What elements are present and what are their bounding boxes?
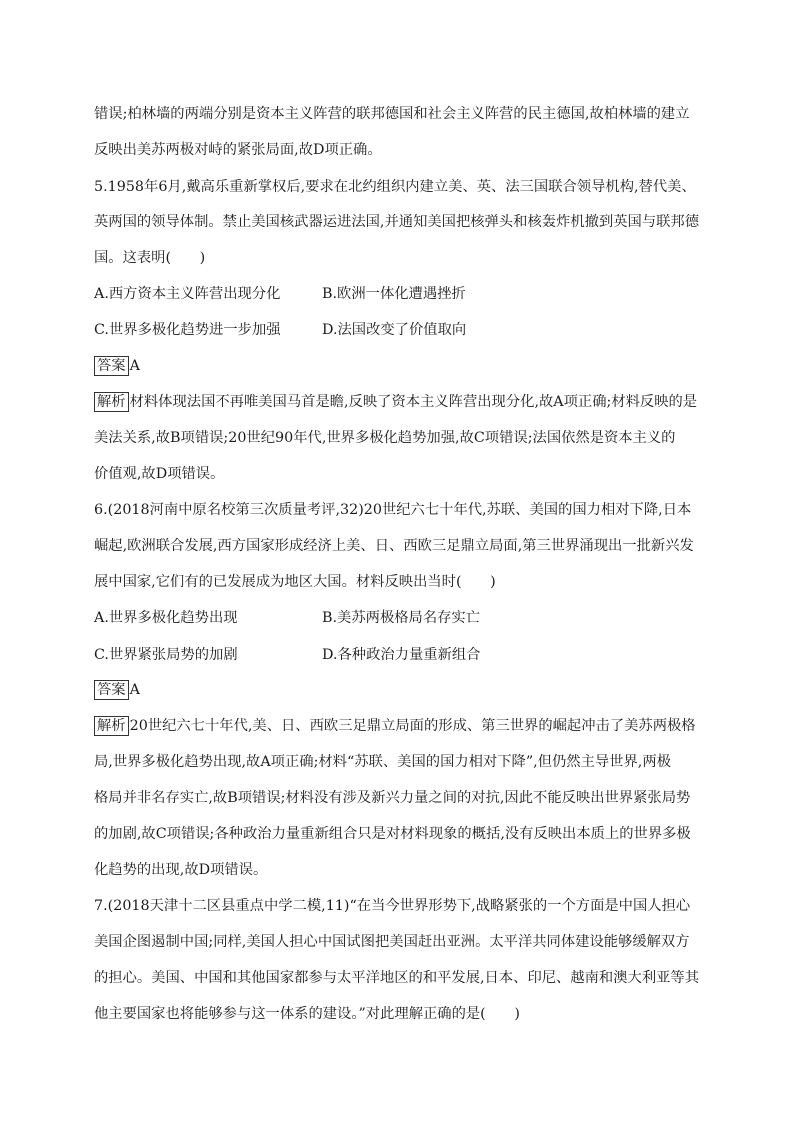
q6-option-d: D.各种政治力量重新组合: [322, 647, 481, 663]
q6-stem-line-3: 展中国家,它们有的已发展成为地区大国。材料反映出当时( ): [94, 574, 496, 590]
q7-stem-line-4: 他主要国家也将能够参与这一体系的建设。”对此理解正确的是( ): [94, 1006, 520, 1022]
q6-analysis-line-4: 的加剧,故C项错误;各种政治力量重新组合只是对材料现象的概括,没有反映出本质上的世界多极: [94, 826, 691, 842]
q5-option-d: D.法国改变了价值取向: [322, 322, 467, 338]
q5-analysis-line-3: 价值观,故D项错误。: [94, 466, 225, 482]
analysis-label: 解析: [94, 392, 129, 412]
q6-analysis-line-2: 局,世界多极化趋势出现,故A项正确;材料“苏联、美国的国力相对下降”,但仍然主导世界,两极: [94, 754, 671, 770]
q5-answer: [94, 356, 704, 376]
q5-analysis-line-1: [94, 392, 704, 412]
q6-analysis-line-1: [94, 716, 704, 736]
answer-value: A: [129, 358, 140, 374]
q5-stem-line-3: 国。这表明( ): [94, 250, 206, 266]
continuation-line-1: 错误;柏林墙的两端分别是资本主义阵营的联邦德国和社会主义阵营的民主德国,故柏林墙的建立: [94, 106, 690, 122]
q5-stem-line-1: 5.1958年6月,戴高乐重新掌权后,要求在北约组织内建立美、英、法三国联合领导机构,替代美、: [94, 179, 696, 195]
continuation-line-2: 反映出美苏两极对峙的紧张局面,故D项正确。: [94, 142, 382, 158]
answer-label: 答案: [94, 680, 129, 700]
q5-analysis-line-2: 美法关系,故B项错误;20世纪90年代,世界多极化趋势加强,故C项错误;法国依然是资本主义的: [94, 430, 676, 446]
q5-option-a: A.西方资本主义阵营出现分化: [94, 286, 281, 302]
q7-stem-line-2: 美国企图遏制中国;同样,美国人担心中国试图把美国赶出亚洲。太平洋共同体建设能够缓解双方: [94, 934, 690, 950]
q6-option-b: B.美苏两极格局名存实亡: [322, 610, 481, 626]
q5-stem-line-2: 英两国的领导体制。禁止美国核武器运进法国,并通知美国把核弹头和核轰炸机撤到英国与联邦德: [94, 214, 700, 230]
analysis-text: 20世纪六七十年代,美、日、西欧三足鼎立局面的形成、第三世界的崛起冲击了美苏两极格: [129, 718, 696, 734]
analysis-label: 解析: [94, 716, 129, 736]
q6-stem-line-2: 崛起,欧洲联合发展,西方国家形成经济上美、日、西欧三足鼎立局面,第三世界涌现出一批新兴发: [94, 538, 694, 554]
answer-value: A: [129, 682, 140, 698]
q6-option-c: C.世界紧张局势的加剧: [94, 647, 238, 663]
q5-option-c: C.世界多极化趋势进一步加强: [94, 322, 281, 338]
analysis-text: 材料体现法国不再唯美国马首是瞻,反映了资本主义阵营出现分化,故A项正确;材料反映的是: [129, 394, 698, 410]
q7-stem-line-1: 7.(2018天津十二区县重点中学二模,11)“在当今世界形势下,战略紧张的一个方面是中国人担心: [94, 898, 691, 914]
q5-option-b: B.欧洲一体化遭遇挫折: [322, 286, 466, 302]
q6-stem-line-1: 6.(2018河南中原名校第三次质量考评,32)20世纪六七十年代,苏联、美国的国力相对下降,日本: [94, 502, 692, 518]
q6-analysis-line-5: 化趋势的出现,故D项错误。: [94, 862, 268, 878]
q6-option-a: A.世界多极化趋势出现: [94, 610, 238, 626]
q7-stem-line-3: 的担心。美国、中国和其他国家都参与太平洋地区的和平发展,日本、印尼、越南和澳大利亚等其: [94, 970, 700, 986]
q6-answer: [94, 680, 704, 700]
answer-label: 答案: [94, 356, 129, 376]
q6-analysis-line-3: 格局并非名存实亡,故B项错误;材料没有涉及新兴力量之间的对抗,因此不能反映出世界紧张局势: [94, 790, 691, 806]
